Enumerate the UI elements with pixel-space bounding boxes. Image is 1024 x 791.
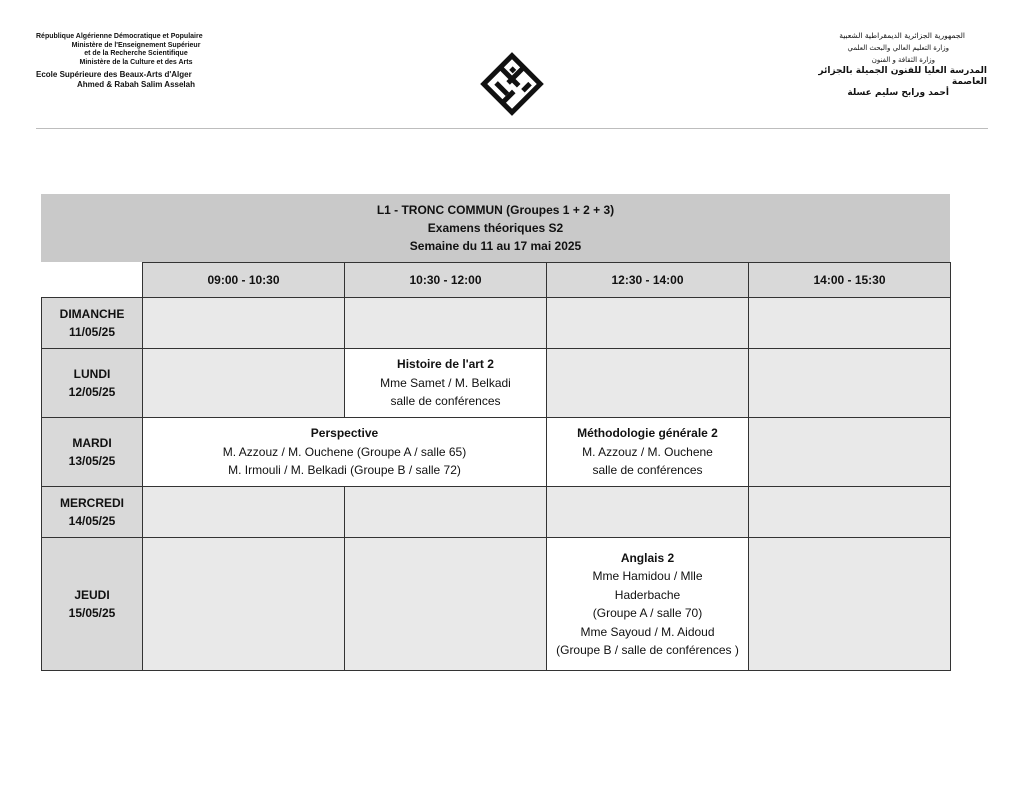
- exam-room: salle de conférences: [390, 394, 501, 409]
- day-name: MERCREDI: [59, 495, 124, 510]
- day-row-mardi: [42, 418, 951, 487]
- header-left-institution: [36, 33, 236, 89]
- time-slot-header: 12:30 - 14:00: [547, 263, 749, 298]
- empty-slot: [749, 349, 951, 418]
- day-label: [42, 487, 143, 538]
- header-right-institution: [797, 30, 987, 99]
- day-row-dimanche: [42, 298, 951, 349]
- republic-name-fr: République Algérienne Démocratique et Populaire: [36, 33, 203, 40]
- school-logo-icon: [480, 52, 544, 116]
- exam-cell-methodologie: [547, 418, 749, 487]
- exam-group-b: M. Irmouli / M. Belkadi (Groupe B / salle 72): [228, 463, 461, 478]
- exam-name: Histoire de l'art 2: [397, 357, 494, 372]
- empty-slot: [547, 349, 749, 418]
- exam-cell-anglais: [547, 538, 749, 671]
- day-label: [42, 418, 143, 487]
- day-row-jeudi: [42, 538, 951, 671]
- exam-group-a: M. Azzouz / M. Ouchene (Groupe A / salle 65): [222, 444, 467, 459]
- exam-supervisors: M. Azzouz / M. Ouchene: [582, 444, 713, 459]
- day-date: 12/05/25: [68, 385, 116, 399]
- exam-cell-perspective: [143, 418, 547, 487]
- empty-slot: [345, 538, 547, 671]
- header-divider: [36, 128, 988, 129]
- empty-slot: [345, 487, 547, 538]
- time-slot-header: 10:30 - 12:00: [345, 263, 547, 298]
- exam-schedule-table: [41, 262, 951, 671]
- ministry-culture-fr: Ministère de la Culture et des Arts: [79, 58, 193, 66]
- empty-slot: [345, 298, 547, 349]
- ministry-higher-education-fr: Ministère de l'Enseignement Supérieur: [71, 41, 201, 49]
- ministry-research-fr: et de la Recherche Scientifique: [84, 50, 188, 58]
- empty-slot: [749, 418, 951, 487]
- exam-name: Méthodologie générale 2: [577, 426, 718, 441]
- exam-supervisors-a-cont: Haderbache: [614, 587, 681, 602]
- schedule-subtitle: Examens théoriques S2: [427, 221, 564, 235]
- exam-name: Perspective: [310, 426, 379, 441]
- exam-name: Anglais 2: [620, 550, 675, 565]
- exam-supervisors-b: Mme Sayoud / M. Aidoud: [580, 624, 715, 639]
- school-name-fr: Ecole Supérieure des Beaux-Arts d'Alger: [36, 70, 192, 80]
- exam-supervisors-a: Mme Hamidou / Mlle: [592, 569, 703, 583]
- empty-slot: [143, 349, 345, 418]
- time-header-row: [42, 263, 951, 298]
- day-row-mercredi: [42, 487, 951, 538]
- empty-slot: [749, 487, 951, 538]
- day-label: [42, 349, 143, 418]
- day-date: 14/05/25: [68, 514, 116, 528]
- empty-slot: [143, 487, 345, 538]
- ministry-higher-education-ar: وزارة التعليم العالي والبحث العلمي: [847, 44, 949, 52]
- day-row-lundi: [42, 349, 951, 418]
- corner-cell: [42, 263, 143, 298]
- empty-slot: [547, 487, 749, 538]
- exam-supervisors: Mme Samet / M. Belkadi: [380, 375, 511, 390]
- exam-cell-histoire-art: [345, 349, 547, 418]
- empty-slot: [749, 538, 951, 671]
- exam-group-a-room: (Groupe A / salle 70): [592, 606, 703, 620]
- day-name: DIMANCHE: [59, 306, 125, 321]
- empty-slot: [749, 298, 951, 349]
- day-label: [42, 538, 143, 671]
- day-date: 13/05/25: [68, 454, 116, 468]
- empty-slot: [547, 298, 749, 349]
- day-name: JEUDI: [74, 587, 110, 602]
- schedule-title: L1 - TRONC COMMUN (Groupes 1 + 2 + 3): [376, 203, 615, 217]
- school-subtitle-ar: أحمد ورابح سليم عسلة: [847, 88, 949, 98]
- empty-slot: [143, 538, 345, 671]
- time-slot-header: 14:00 - 15:30: [749, 263, 951, 298]
- schedule-week: Semaine du 11 au 17 mai 2025: [409, 239, 582, 253]
- day-date: 15/05/25: [68, 606, 116, 620]
- empty-slot: [143, 298, 345, 349]
- day-date: 11/05/25: [68, 325, 116, 339]
- day-name: LUNDI: [73, 366, 111, 381]
- day-name: MARDI: [72, 435, 112, 450]
- schedule-title-band: [41, 194, 950, 262]
- school-name-ar: المدرسة العليا للفنون الجميلة بالجزائر العاصمة: [818, 66, 987, 87]
- exam-group-b-room: (Groupe B / salle de conférences ): [556, 643, 739, 657]
- ministry-culture-ar: وزارة الثقافة و الفنون: [871, 56, 935, 64]
- exam-room: salle de conférences: [592, 463, 703, 478]
- day-label: [42, 298, 143, 349]
- school-subtitle-fr: Ahmed & Rabah Salim Asselah: [77, 79, 195, 89]
- republic-name-ar: الجمهورية الجزائرية الديمقراطية الشعبية: [839, 31, 965, 40]
- time-slot-header: 09:00 - 10:30: [143, 263, 345, 298]
